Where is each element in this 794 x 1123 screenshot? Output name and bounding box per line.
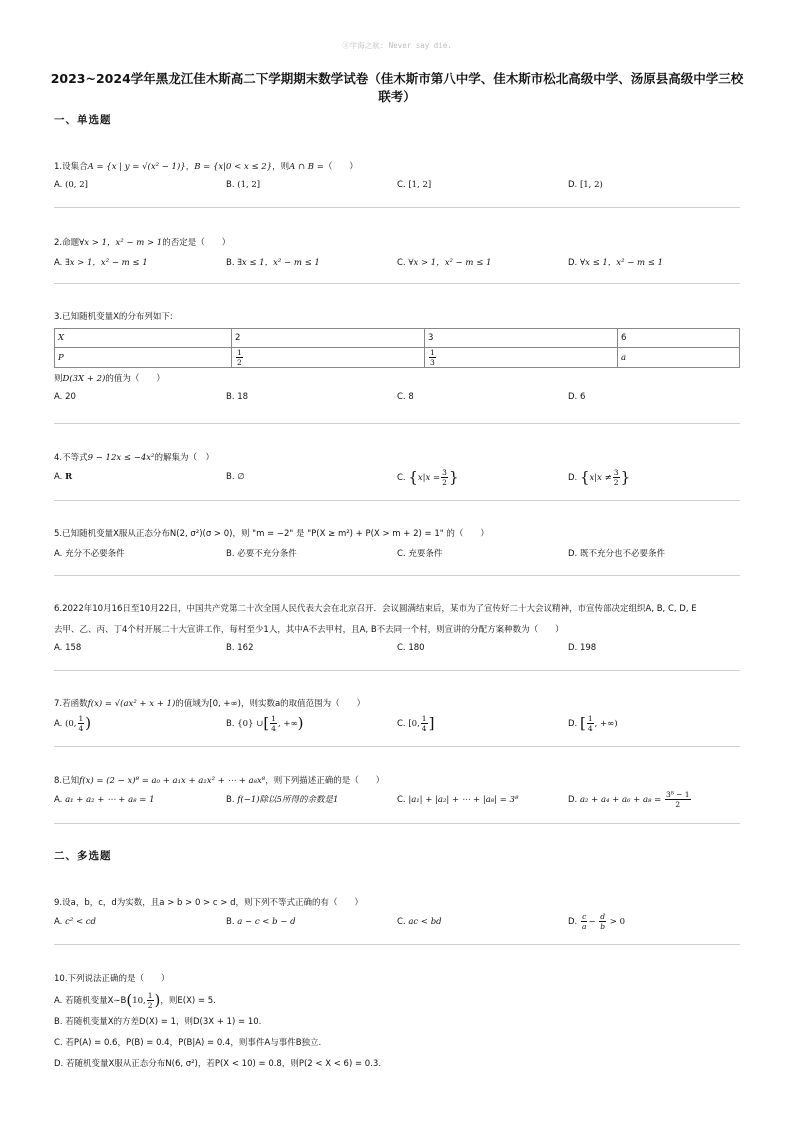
question-2-stem: 2.命题∀x > 1，x² − m > 1的否定是（ ） — [54, 238, 231, 248]
table-cell — [425, 348, 618, 368]
option-d[interactable]: D. 6 — [568, 392, 586, 402]
question-6-options — [54, 643, 740, 659]
table-cell — [232, 348, 425, 368]
option-d[interactable]: D. ∀x ≤ 1，x² − m ≤ 1 — [568, 258, 664, 268]
option-c[interactable]: C. 若P(A) = 0.6，P(B) = 0.4，P(B|A) = 0.4，则事件A与事件B独立. — [54, 1038, 322, 1048]
question-7 — [54, 697, 740, 739]
title-line-2: 联考） — [378, 89, 416, 104]
option-a[interactable]: A. 若随机变量X∼B(10, $\frac{1}{2}$ )，则E(X) = 5. — [54, 991, 216, 1010]
option-a[interactable]: A. 充分不必要条件 — [54, 549, 125, 559]
option-b[interactable]: B. ∃x ≤ 1，x² − m ≤ 1 — [226, 258, 320, 268]
option-a[interactable]: A. a₁ + a₂ + ⋯ + a₈ = 1 — [54, 795, 155, 805]
question-3-ask: 则D(3X + 2)的值为（ ） — [54, 374, 165, 384]
divider — [54, 746, 740, 747]
divider — [54, 283, 740, 284]
question-3 — [54, 310, 740, 408]
option-c[interactable]: C. ∀x > 1，x² − m ≤ 1 — [397, 258, 492, 268]
question-6-stem-line-2: 去甲、乙、丙、丁4个村开展二十大宣讲工作，每村至少1人，其中A不去甲村，且A, B不去同一个村，则宣讲的分配方案种数为（ ） — [54, 625, 564, 635]
option-a[interactable]: A. 20 — [54, 392, 76, 402]
option-d[interactable]: D. $\frac{c}{a}$ − $\frac{d}{b}$ > 0 — [568, 912, 626, 931]
divider — [54, 500, 740, 501]
option-d[interactable]: D. 198 — [568, 643, 597, 653]
question-5-stem: 5.已知随机变量X服从正态分布N(2, σ²)(σ > 0)，则 "m = −2" 是 "P(X ≥ m²) + P(X > m + 2) = 1" 的（ ） — [54, 529, 489, 539]
question-9 — [54, 896, 740, 936]
option-b[interactable]: B. f(−1)除以5所得的余数是1 — [226, 795, 339, 805]
option-b[interactable]: B. 18 — [226, 392, 249, 402]
table-cell: X — [55, 329, 232, 348]
question-4 — [54, 451, 740, 493]
option-c[interactable]: C. |a₁| + |a₂| + ⋯ + |a₈| = 3⁸ — [397, 795, 519, 805]
option-c[interactable]: C. [1, 2] — [397, 180, 432, 190]
option-b[interactable]: B. 必要不充分条件 — [226, 549, 297, 559]
distribution-table — [54, 328, 740, 368]
option-b[interactable]: B. {0} ∪[ $\frac{1}{4}$ , +∞) — [226, 714, 304, 733]
question-8-options — [54, 790, 740, 816]
option-b[interactable]: B. (1, 2] — [226, 180, 261, 190]
option-c[interactable]: C. 充要条件 — [397, 549, 443, 559]
option-a[interactable]: A. c² < cd — [54, 917, 96, 927]
section-heading-single: 一、单选题 — [54, 114, 112, 126]
option-b[interactable]: B. 162 — [226, 643, 254, 653]
option-c[interactable]: C. ac < bd — [397, 917, 442, 927]
question-5-options — [54, 547, 740, 563]
divider — [54, 944, 740, 945]
question-8 — [54, 774, 740, 816]
divider — [54, 823, 740, 824]
question-5 — [54, 527, 740, 563]
option-d[interactable]: D. 既不充分也不必要条件 — [568, 549, 665, 559]
question-3-stem: 3.已知随机变量X的分布列如下: — [54, 312, 173, 322]
question-6-stem-line-1: 6.2022年10月16日至10月22日，中国共产党第二十次全国人民代表大会在北京召开．会议圆满结束后，某市为了宣传好二十大会议精神，市宣传部决定组织A, B, C, D, E — [54, 604, 697, 614]
option-d[interactable]: D. 若随机变量X服从正态分布N(6, σ²)，若P(X < 10) = 0.8，则P(2 < X < 6) = 0.3. — [54, 1059, 382, 1069]
divider — [54, 575, 740, 576]
table-cell: 3 — [425, 329, 618, 348]
table-cell: 6 — [618, 329, 740, 348]
question-1-stem: 1.设集合A = {x | y = √(x² − 1)}，B = {x|0 < x ≤ 2}，则A ∩ B =（ ） — [54, 162, 358, 172]
question-2 — [54, 236, 740, 272]
option-b[interactable]: B. a − c < b − d — [226, 917, 296, 927]
table-cell: a — [618, 348, 740, 368]
table-cell: P — [55, 348, 232, 368]
question-7-options — [54, 713, 740, 739]
option-b[interactable]: B. 若随机变量X的方差D(X) = 1，则D(3X + 1) = 10. — [54, 1017, 262, 1027]
question-4-options — [54, 467, 740, 493]
page-title — [40, 70, 754, 106]
option-c[interactable]: C. 8 — [397, 392, 414, 402]
option-d[interactable]: D. [ $\frac{1}{4}$ , +∞) — [568, 714, 618, 733]
title-line-1: 2023~2024学年黑龙江佳木斯高二下学期期末数学试卷（佳木斯市第八中学、佳木斯市松北高级中学、汤原县高级中学三校 — [50, 71, 744, 86]
question-3-options — [54, 392, 740, 408]
option-d[interactable]: D. a₂ + a₄ + a₆ + a₈ = $\frac{\text{3⁸ − 1}}{2}$ — [568, 790, 690, 809]
question-4-stem: 4.不等式9 − 12x ≤ −4x²的解集为（ ） — [54, 453, 214, 463]
option-b[interactable]: B. ∅ — [226, 472, 245, 482]
question-10-stem: 10.下列说法正确的是（ ） — [54, 974, 170, 984]
divider — [54, 423, 740, 424]
option-c[interactable]: C. 180 — [397, 643, 425, 653]
section-heading-multi: 二、多选题 — [54, 850, 112, 862]
watermark: Ⓢ学海之航: Never say die. — [342, 41, 452, 50]
option-d[interactable]: D. {x|x ≠ $\frac{3}{2}$ } — [568, 468, 631, 487]
option-a[interactable]: A. 158 — [54, 643, 82, 653]
option-a[interactable]: A. (0, 2] — [54, 180, 88, 190]
divider — [54, 670, 740, 671]
question-8-stem: 8.已知f(x) = (2 − x)⁸ = a₀ + a₁x + a₂x² + ⋯ + a₈x⁸，则下列描述正确的是（ ） — [54, 776, 385, 786]
question-7-stem: 7.若函数f(x) = √(ax² + x + 1)的值域为[0, +∞)，则实数a的取值范围为（ ） — [54, 699, 366, 709]
fraction: $\frac{1}{2}$ — [237, 348, 242, 367]
divider — [54, 207, 740, 208]
question-9-options — [54, 912, 740, 936]
table-cell: 2 — [232, 329, 425, 348]
option-a[interactable]: A. (0, $\frac{1}{4}$ ) — [54, 714, 92, 733]
option-a[interactable]: A. ∃x > 1，x² − m ≤ 1 — [54, 258, 148, 268]
option-a[interactable]: A. R — [54, 472, 73, 482]
question-2-options — [54, 256, 740, 272]
question-1 — [54, 160, 740, 196]
question-6 — [54, 602, 740, 659]
option-d[interactable]: D. [1, 2) — [568, 180, 603, 190]
question-9-stem: 9.设a，b，c，d为实数，且a > b > 0 > c > d，则下列不等式正确的有（ ） — [54, 898, 363, 908]
option-c[interactable]: C. [0, $\frac{1}{4}$ ] — [397, 714, 435, 733]
question-10 — [54, 972, 740, 1075]
question-1-options — [54, 180, 740, 196]
option-c[interactable]: C. {x|x = $\frac{3}{2}$ } — [397, 468, 459, 487]
fraction: $\frac{1}{3}$ — [430, 348, 435, 367]
